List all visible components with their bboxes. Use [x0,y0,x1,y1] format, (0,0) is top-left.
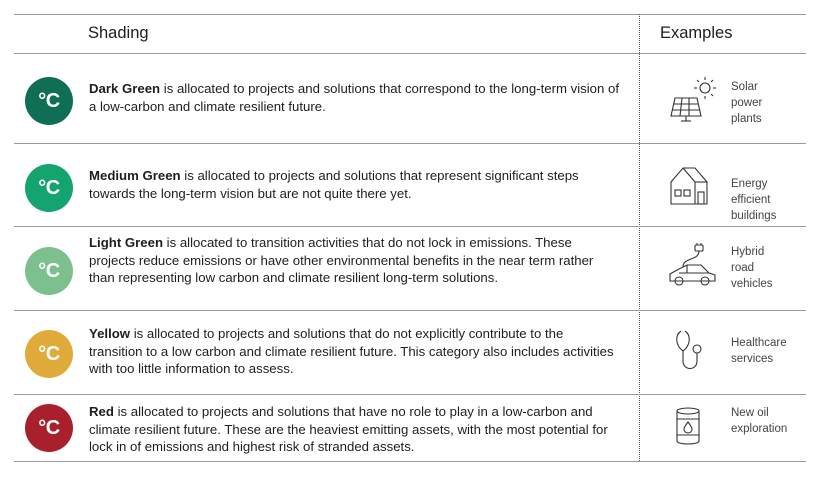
plug-in-car-icon [667,243,719,293]
badge-light-green: °C [25,247,73,295]
table-bottom-border [14,461,806,462]
description-light-green [89,234,619,287]
category-text: is allocated to projects and solutions that do not explicitly contribute to the transition to a low carbon and climate resilient future. This category also includes activities with too little information to assess. [89,326,614,376]
oil-barrel-icon [667,401,719,451]
category-text: is allocated to projects and solutions that represent significant steps towards the long-term vision but are not quite there yet. [89,168,579,201]
example-label: Hybrid road vehicles [731,246,773,290]
badge-red: °C [25,404,73,452]
example-label: Healthcare services [731,337,787,365]
category-text: is allocated to transition activities that do not lock in emissions. These projects reduce emissions or have other environmental benefits in the near term rather than representing low carbon and climate resilient long-term solutions. [89,235,594,285]
header-shading: Shading [88,24,149,42]
table-top-border [14,14,806,15]
row-light-green [14,227,806,310]
category-name: Medium Green [89,168,181,183]
category-text: is allocated to projects and solutions that have no role to play in a low-carbon and climate resilient future. These are the heaviest emitting assets, with the most potential for lock in of emissions and highest risk of stranded assets. [89,404,608,454]
house-icon [667,160,719,210]
header-examples: Examples [660,24,733,42]
row-dark-green [14,54,806,143]
row-medium-green [14,144,806,226]
description-medium-green [89,167,619,202]
example-label: Solar power plants [731,81,763,125]
example-label: Energy efficient buildings [731,178,777,222]
description-dark-green [89,80,619,115]
category-text: is allocated to projects and solutions that correspond to the long-term vision of a low-carbon and climate resilient future. [89,81,619,114]
category-name: Dark Green [89,81,161,96]
stethoscope-icon [667,327,719,377]
badge-dark-green: °C [25,77,73,125]
badge-yellow: °C [25,330,73,378]
category-name: Red [89,404,114,419]
row-yellow [14,311,806,394]
example-label: New oil exploration [731,407,788,435]
category-name: Yellow [89,326,131,341]
row-red [14,395,806,461]
badge-medium-green: °C [25,164,73,212]
description-red [89,403,619,456]
description-yellow [89,325,619,378]
solar-panel-icon [667,74,719,124]
category-name: Light Green [89,235,163,250]
